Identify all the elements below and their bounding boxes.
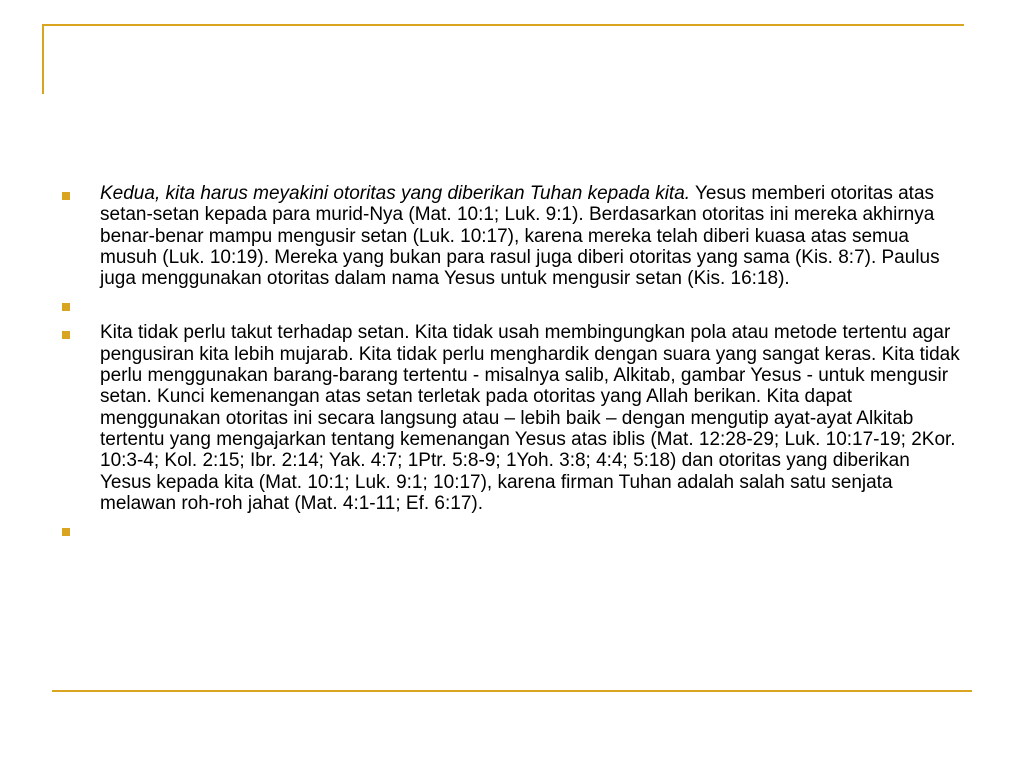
bullet-item-2 [62,294,962,316]
bullet-text-1 [100,183,962,289]
bullet-1-body: Yesus memberi otoritas atas setan-setan kepada para murid-Nya (Mat. 10:1; Luk. 9:1). Berdasarkan otoritas ini mereka akhirnya benar-benar mampu mengusir setan (Luk. 10:17), karena mereka telah diberi kuasa atas semua musuh (Luk. 10:19). Mereka yang bukan para rasul juga diberi otoritas yang sama (Kis. 8:7). Paulus juga menggunakan otoritas dalam nama Yesus untuk mengusir setan (Kis. 16:18). [100,183,940,290]
bullet-item-4 [62,519,962,541]
bullet-3-body: Kita tidak perlu takut terhadap setan. Kita tidak usah membingungkan pola atau metode tertentu agar pengusiran kita lebih mujarab. Kita tidak perlu menghardik dengan suara yang sangat keras. Kita tidak perlu menggunakan barang-barang tertentu - misalnya salib, Alkitab, gambar Yesus - untuk mengusir setan. Kunci kemenangan atas setan terletak pada otoritas yang Allah berikan. Kita dapat menggunakan otoritas ini secara langsung atau – lebih baik – dengan mengutip ayat-ayat Alkitab tertentu yang mengajarkan tentang kemenangan Yesus atas iblis (Mat. 12:28-29; Luk. 10:17-19; 2Kor. 10:3-4; Kol. 2:15; Ibr. 2:14; Yak. 4:7; 1Ptr. 5:8-9; 1Yoh. 3:8; 4:4; 5:18) dan otoritas yang diberikan Yesus kepada kita (Mat. 10:1; Luk. 9:1; 10:17), karena firman Tuhan adalah salah satu senjata melawan roh-roh jahat (Mat. 4:1-11; Ef. 6:17). [100,322,960,514]
square-bullet-icon [62,192,70,200]
bullet-text-3 [100,322,962,514]
square-bullet-icon [62,528,70,536]
frame-bottom-line [52,690,972,692]
frame-left-line [42,24,44,94]
bullet-1-italic-lead: Kedua, kita harus meyakini otoritas yang diberikan Tuhan kepada kita. [100,183,691,204]
slide-content [62,183,962,541]
square-bullet-icon [62,303,70,311]
bullet-item-3 [62,322,962,514]
bullet-item-1 [62,183,962,289]
frame-top-line [42,24,964,26]
square-bullet-icon [62,331,70,339]
